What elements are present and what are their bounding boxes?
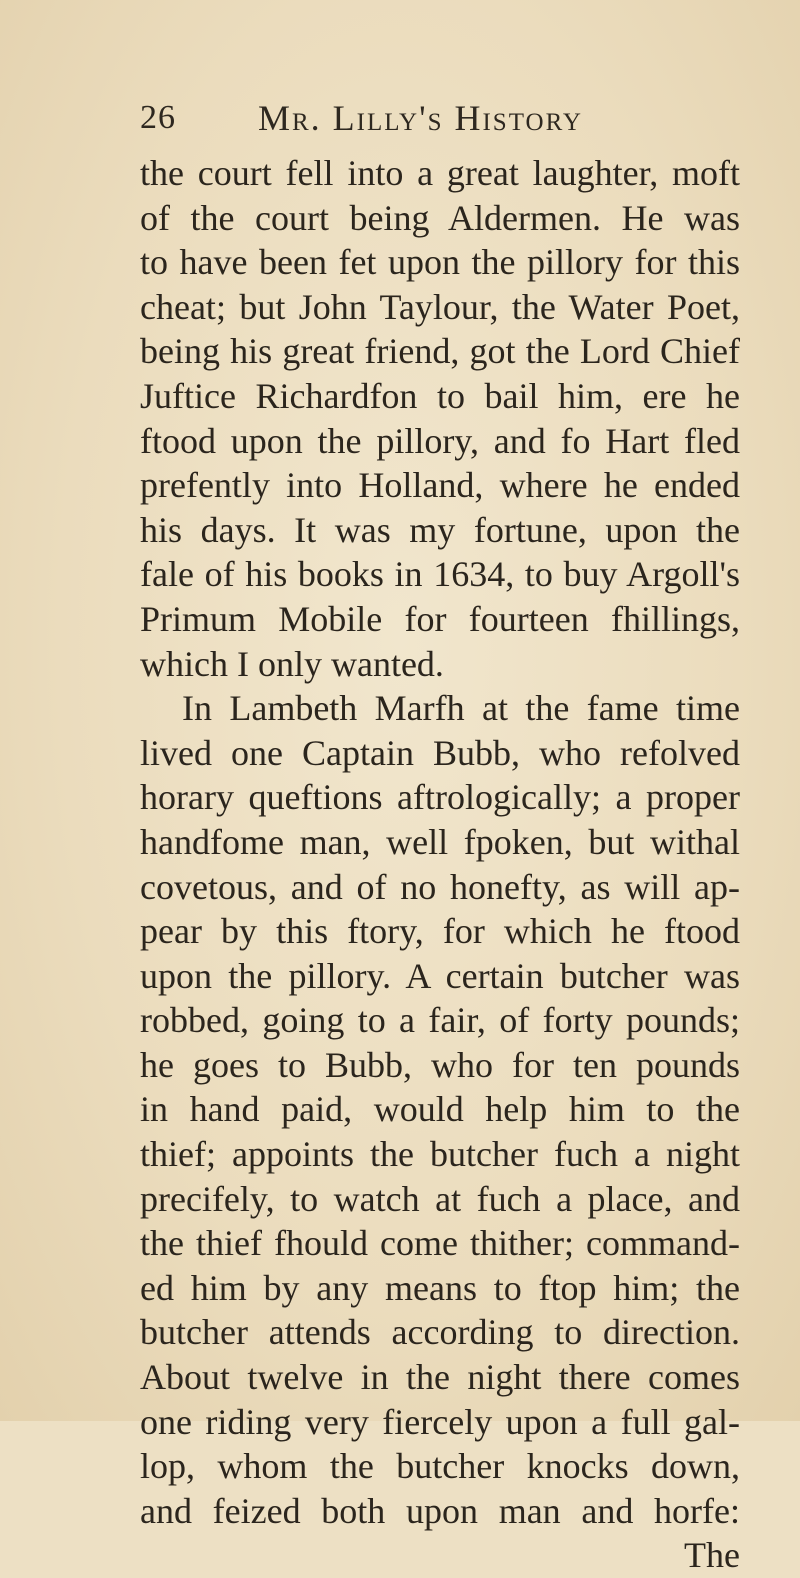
text-line: pear by this ftory, for which he ftood (140, 911, 740, 952)
text-line: Primum Mobile for fourteen fhillings, (140, 598, 740, 639)
text-line: Juftice Richardfon to bail him, ere he (140, 375, 740, 416)
text-line: thief; appoints the butcher fuch a night (140, 1134, 740, 1175)
text-line: handfome man, well fpoken, but withal (140, 821, 740, 862)
text-line: covetous, and of no honefty, as will ap- (140, 866, 740, 907)
text-line: lived one Captain Bubb, who refolved (140, 732, 740, 773)
text-line: in hand paid, would help him to the (140, 1089, 740, 1130)
text-line: cheat; but John Taylour, the Water Poet, (140, 286, 740, 327)
text-line: ed him by any means to ftop him; the (140, 1267, 740, 1308)
body-text (140, 151, 740, 1578)
text-line: being his great friend, got the Lord Chief (140, 331, 740, 372)
text-line: precifely, to watch at fuch a place, and (140, 1178, 740, 1219)
text-line: butcher attends according to direction. (140, 1312, 740, 1353)
text-line: robbed, going to a fair, of forty pounds; (140, 1000, 740, 1041)
text-line: lop, whom the butcher knocks down, (140, 1446, 740, 1487)
text-line: About twelve in the night there comes (140, 1357, 740, 1398)
text-line-paragraph-start: In Lambeth Marfh at the fame time (182, 688, 740, 729)
text-line: fale of his books in 1634, to buy Argoll's (140, 554, 740, 595)
running-head: Mr. Lilly's History (258, 98, 583, 138)
text-line: one riding very fiercely upon a full gal- (140, 1401, 740, 1442)
catchword: The (684, 1535, 740, 1576)
text-line: upon the pillory. A certain butcher was (140, 955, 740, 996)
text-line: the court fell into a great laughter, moft (140, 153, 740, 193)
text-line: ftood upon the pillory, and fo Hart fled (140, 420, 740, 461)
page-number: 26 (140, 99, 176, 136)
text-line: of the court being Aldermen. He was (140, 197, 740, 238)
text-line: horary queftions aftrologically; a proper (140, 777, 740, 818)
text-line: he goes to Bubb, who for ten pounds (140, 1044, 740, 1085)
text-line: prefently into Holland, where he ended (140, 465, 740, 506)
text-line: to have been fet upon the pillory for this (140, 242, 740, 283)
text-line: his days. It was my fortune, upon the (140, 509, 740, 550)
text-line: and feized both upon man and horfe: (140, 1490, 740, 1531)
page-header (0, 96, 800, 146)
text-line: the thief fhould come thither; command- (140, 1223, 740, 1264)
text-line: which I only wanted. (140, 643, 444, 684)
